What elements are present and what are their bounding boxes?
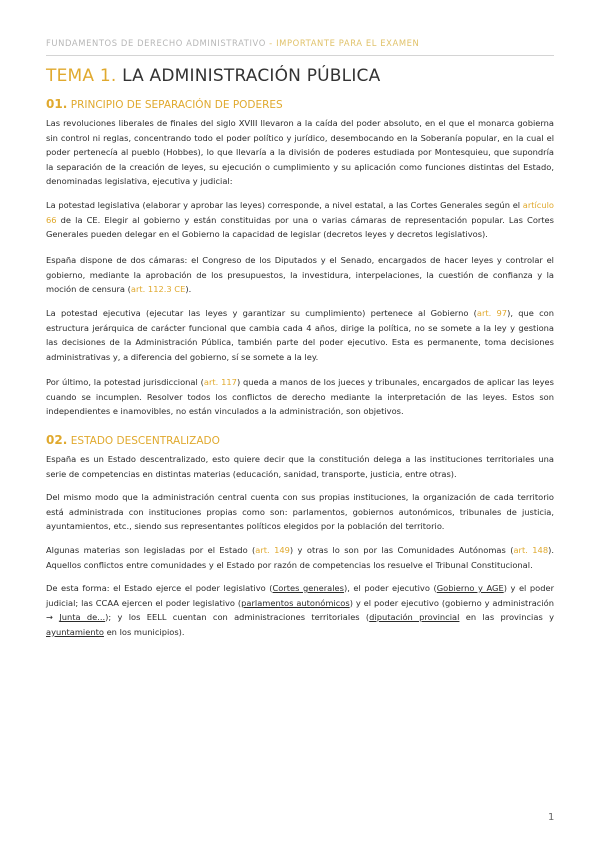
paragraph-legislativa — [46, 198, 554, 242]
section-number: 01. — [46, 97, 68, 111]
text-run: España dispone de dos cámaras: el Congreso de los Diputados y el Senado, encargados de hacer leyes y controlar el gobierno, mediante la aprobación de los presupuestos, la investidura, interpelaciones, la cuestión de confianza y la moción de censura ( — [46, 255, 554, 295]
paragraph-jurisdiccional — [46, 375, 554, 419]
section-label: ESTADO DESCENTRALIZADO — [70, 435, 220, 447]
article-reference: art. 148 — [513, 545, 549, 555]
section-heading-1 — [46, 97, 283, 111]
article-reference: art. 112.3 CE — [130, 284, 186, 295]
underlined-term: parlamentos autonómicos — [241, 597, 350, 608]
text-run: ); y los EELL cuentan con administraciones territoriales ( — [105, 612, 370, 623]
paragraph-ejecutiva — [46, 306, 554, 364]
section-heading-2 — [46, 433, 220, 447]
paragraph-poderes-territoriales — [46, 581, 554, 639]
text-run: de la CE. Elegir al gobierno y están constituidas por una o varias cámaras de representación popular. Las Cortes Generales pueden delegar en el Gobierno la capacidad de legislar (decretos leyes y decretos legislativos). — [46, 214, 554, 240]
text-run: ) y el poder judicial; las CCAA ejercen el poder legislativo ( — [46, 583, 555, 608]
header-course: FUNDAMENTOS DE DERECHO ADMINISTRATIVO — [46, 38, 266, 48]
article-reference: art. 97 — [476, 308, 508, 318]
underlined-term: ayuntamiento — [46, 626, 104, 637]
text-run: ), el poder ejecutivo ( — [343, 583, 437, 593]
text-run: Por último, la potestad jurisdiccional ( — [46, 377, 204, 387]
paragraph-materias — [46, 543, 554, 572]
underlined-term: Junta de... — [59, 612, 106, 623]
underlined-term: Gobierno y AGE — [436, 583, 504, 593]
underlined-term: diputación provincial — [369, 612, 460, 623]
section-number: 02. — [46, 433, 68, 447]
text-run: ) y otras lo son por las Comunidades Autónomas ( — [289, 545, 514, 555]
article-reference: artículo 66 — [46, 200, 555, 225]
paragraph-camaras — [46, 253, 554, 297]
text-run: en los municipios). — [103, 626, 185, 637]
text-run: La potestad ejecutiva (ejecutar las leyes y garantizar su cumplimiento) pertenece al Gobierno ( — [46, 308, 477, 318]
text-run: Algunas materias son legisladas por el Estado ( — [46, 545, 256, 555]
article-reference: art. 149 — [255, 545, 290, 555]
text-run: La potestad legislativa (elaborar y aprobar las leyes) corresponde, a nivel estatal, a las Cortes Generales según el — [46, 200, 523, 210]
header-divider — [46, 55, 554, 56]
section-label: PRINCIPIO DE SEPARACIÓN DE PODERES — [70, 99, 283, 111]
paragraph-instituciones: Del mismo modo que la administración central cuenta con sus propias instituciones, la organización de cada territorio está administrada con instituciones propias como son: parlamentos, gobiernos autonómicos, tribunales de justicia, ayuntamientos, etc., siendo sus representantes políticos elegidos por la población del territorio. — [46, 492, 554, 532]
text-run: ) y el poder ejecutivo (gobierno y administración → — [46, 597, 554, 623]
header-separator: - — [265, 38, 277, 48]
running-header — [46, 38, 554, 48]
paragraph-revoluciones: Las revoluciones liberales de finales del siglo XVIII llevaron a la caída del poder absoluto, en el que el monarca gobierna sin control ni reglas, concentrando todo el poder político y jurídico, desembocando en la Soberanía popular, en la cual el poder pertenecía al pueblo (Hobbes), lo que llevaría a la división de poderes estudiada por Montesquieu, que supondría la separación de la creación de leyes, su ejecución o cumplimiento y su aplicación como funciones distintas del Estado, denominadas legislativa, ejecutiva y judicial: — [46, 118, 554, 187]
text-run: ), que con estructura jerárquica de carácter funcional que cambia cada 4 años, dirige la política, no se somete a la ley y gestiona las decisiones de la Administración Pública, también parte del poder ejecutivo. Esta es permanente, toma decisiones administrativas y, a diferencia del gobierno, sí se somete a la ley. — [46, 308, 554, 362]
paragraph-descentralizado: España es un Estado descentralizado, esto quiere decir que la constitución delega a las instituciones territoriales una serie de competencias en distintas materias (educación, sanidad, transporte, justicia, entre otras). — [46, 454, 554, 479]
text-run: De esta forma: el Estado ejerce el poder legislativo ( — [46, 583, 273, 593]
page-number: 1 — [548, 812, 555, 823]
header-note: IMPORTANTE PARA EL EXAMEN — [276, 38, 420, 48]
page-title — [46, 66, 380, 86]
text-run: en las provincias y — [459, 612, 554, 623]
text-run: ). Aquellos conflictos entre comunidades y el Estado por razón de competencias los resuelve el Tribunal Constitucional. — [46, 545, 554, 570]
title-number: TEMA 1. — [46, 66, 117, 86]
article-reference: art. 117 — [203, 377, 237, 387]
underlined-term: Cortes generales — [272, 583, 344, 593]
title-text: LA ADMINISTRACIÓN PÚBLICA — [122, 66, 381, 86]
text-run: ). — [185, 284, 192, 295]
text-run: ) queda a manos de los jueces y tribunales, encargados de aplicar las leyes cuando se incumplen. Resolver todos los conflictos de derecho mediante la interpretación de las leyes. Estos son independientes e inamovibles, no están vinculados a la administración, son objetivos. — [46, 377, 554, 417]
